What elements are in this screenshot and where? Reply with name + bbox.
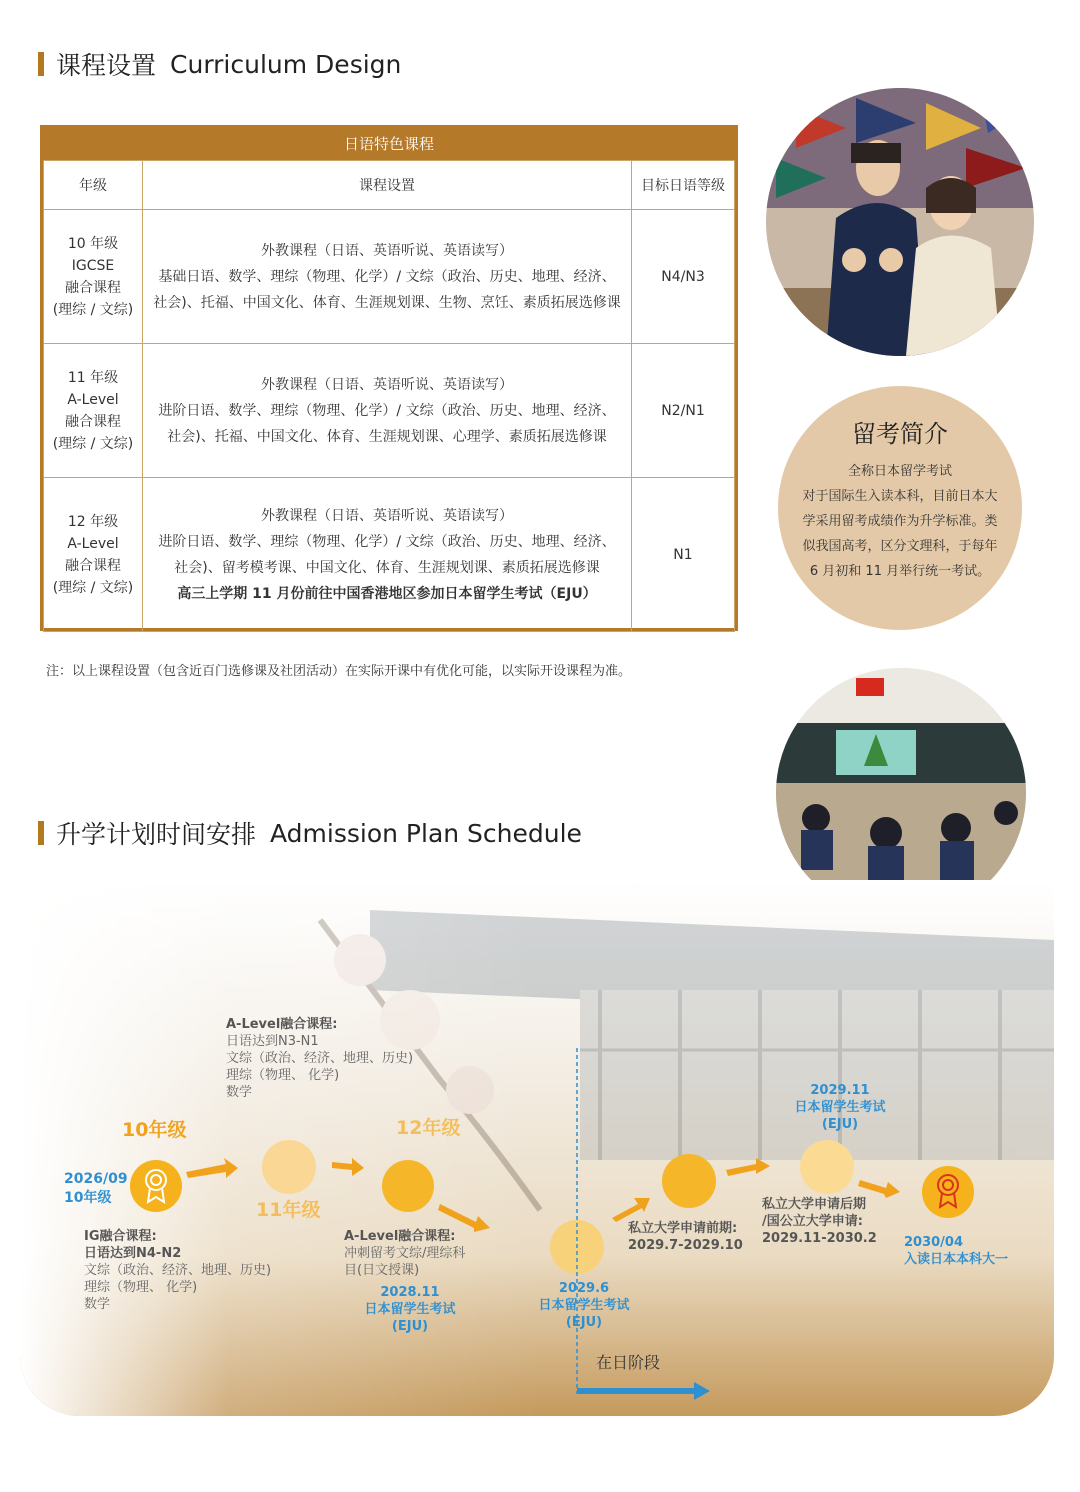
al1-line: 日语达到N3-N1 bbox=[226, 1034, 319, 1049]
grade-line: IGCSE bbox=[71, 257, 115, 274]
eju-intro-title: 留考简介 bbox=[852, 420, 948, 448]
label-private-late bbox=[762, 1196, 877, 1247]
label-alevel-course-2 bbox=[344, 1228, 465, 1279]
ig-line: 文综（政治、经济、地理、历史) bbox=[84, 1263, 272, 1278]
eju3-sub: (EJU) bbox=[821, 1117, 859, 1132]
label-grade-11: 11年级 bbox=[256, 1199, 321, 1221]
course-line: 外教课程（日语、英语听说、英语读写） bbox=[261, 507, 513, 524]
al1-line: 文综（政治、经济、地理、历史) bbox=[226, 1051, 414, 1066]
grade-line: (理综 / 文综) bbox=[52, 435, 134, 452]
grade-line: A-Level bbox=[67, 391, 119, 408]
grade-line: 融合课程 bbox=[65, 413, 121, 430]
eju2-sub: (EJU) bbox=[565, 1315, 603, 1330]
table-title: 日语特色课程 bbox=[43, 128, 735, 160]
grade-line: 融合课程 bbox=[65, 279, 121, 296]
level-cell: N4/N3 bbox=[632, 210, 735, 344]
label-alevel-course-1 bbox=[226, 1016, 413, 1101]
grade-line: (理综 / 文综) bbox=[52, 301, 134, 318]
start-grade: 10年级 bbox=[64, 1190, 112, 1206]
course-line: 进阶日语、数学、理综（物理、化学）/ 文综（政治、历史、地理、经济、 bbox=[158, 533, 616, 550]
label-in-japan: 在日阶段 bbox=[596, 1353, 661, 1372]
eju2-date: 2029.6 bbox=[558, 1281, 610, 1296]
eju-intro-line: 对于国际生入读本科，目前日本大 bbox=[802, 489, 998, 504]
final-text: 入读日本本科大一 bbox=[904, 1252, 1009, 1267]
grade-line: 11 年级 bbox=[67, 369, 119, 386]
eju-intro-line: 6 月初和 11 月举行统一考试。 bbox=[809, 564, 991, 579]
label-eju-2028-11 bbox=[360, 1284, 460, 1335]
label-eju-2029-11 bbox=[790, 1082, 890, 1133]
eju3-date: 2029.11 bbox=[810, 1083, 870, 1098]
ig-title: IG融合课程: bbox=[84, 1229, 157, 1244]
private-late-date: 2029.11-2030.2 bbox=[762, 1231, 877, 1246]
start-date: 2026/09 bbox=[64, 1171, 128, 1187]
curriculum-title-cn: 课程设置 bbox=[56, 51, 157, 80]
eju-intro-line: 似我国高考，区分文理科，于每年 bbox=[802, 539, 998, 554]
course-line: 进阶日语、数学、理综（物理、化学）/ 文综（政治、历史、地理、经济、 bbox=[158, 402, 616, 419]
grade-line: 融合课程 bbox=[65, 557, 121, 574]
label-private-early bbox=[628, 1220, 743, 1254]
course-highlight: 高三上学期 11 月份前往中国香港地区参加日本留学生考试（EJU） bbox=[177, 585, 597, 602]
course-line: 外教课程（日语、英语听说、英语读写） bbox=[261, 242, 513, 259]
curriculum-note: 注：以上课程设置（包含近百门选修课及社团活动）在实际开课中有优化可能，以实际开设课程为准。 bbox=[46, 664, 632, 679]
schedule-title-cn: 升学计划时间安排 bbox=[56, 820, 257, 849]
course-line: 社会)、托福、中国文化、体育、生涯规划课、心理学、素质拓展选修课 bbox=[167, 428, 607, 445]
label-ig-course bbox=[84, 1228, 271, 1313]
final-date: 2030/04 bbox=[904, 1235, 964, 1250]
al1-line: 理综（物理、 化学) bbox=[226, 1068, 340, 1083]
eju1-date: 2028.11 bbox=[380, 1285, 440, 1300]
al2-line: 目(日文授课) bbox=[344, 1263, 420, 1278]
course-line: 基础日语、数学、理综（物理、化学）/ 文综（政治、历史、地理、经济、 bbox=[158, 268, 616, 285]
label-start bbox=[64, 1170, 128, 1208]
header-level: 目标日语等级 bbox=[632, 161, 735, 210]
al1-title: A-Level融合课程: bbox=[226, 1017, 338, 1032]
grade-line: 12 年级 bbox=[67, 513, 119, 530]
schedule-title-en: Admission Plan Schedule bbox=[270, 818, 582, 848]
course-line: 社会)、托福、中国文化、体育、生涯规划课、生物、烹饪、素质拓展选修课 bbox=[153, 294, 621, 311]
grade-line: (理综 / 文综) bbox=[52, 579, 134, 596]
label-grade-10: 10年级 bbox=[122, 1119, 187, 1141]
ig-line: 数学 bbox=[84, 1297, 111, 1312]
eju2-name: 日本留学生考试 bbox=[538, 1298, 630, 1313]
curriculum-title-en: Curriculum Design bbox=[170, 49, 402, 79]
header-course: 课程设置 bbox=[143, 161, 632, 210]
label-eju-2029-6 bbox=[534, 1280, 634, 1331]
label-grade-12: 12年级 bbox=[396, 1117, 461, 1139]
eju1-name: 日本留学生考试 bbox=[364, 1302, 456, 1317]
private-late-line: 私立大学申请后期 bbox=[762, 1197, 867, 1212]
header-grade: 年级 bbox=[44, 161, 143, 210]
course-line: 外教课程（日语、英语听说、英语读写） bbox=[261, 376, 513, 393]
private-early-date: 2029.7-2029.10 bbox=[628, 1238, 743, 1253]
level-cell: N1 bbox=[632, 478, 735, 632]
eju3-name: 日本留学生考试 bbox=[794, 1100, 886, 1115]
eju1-sub: (EJU) bbox=[391, 1319, 429, 1334]
al2-line: 冲刺留考文综/理综科 bbox=[344, 1246, 466, 1261]
private-late-line: /国公立大学申请: bbox=[762, 1214, 863, 1229]
ig-target: 日语达到N4-N2 bbox=[84, 1246, 182, 1261]
course-line: 社会)、留考模考课、中国文化、体育、生涯规划课、素质拓展选修课 bbox=[174, 559, 600, 576]
grade-line: 10 年级 bbox=[67, 235, 119, 252]
grade-line: A-Level bbox=[67, 535, 119, 552]
al2-title: A-Level融合课程: bbox=[344, 1229, 456, 1244]
ig-line: 理综（物理、 化学) bbox=[84, 1280, 198, 1295]
eju-intro-line: 全称日本留学考试 bbox=[847, 464, 952, 479]
al1-line: 数学 bbox=[226, 1085, 253, 1100]
private-early-title: 私立大学申请前期: bbox=[628, 1221, 738, 1236]
eju-intro-line: 学采用留考成绩作为升学标准。类 bbox=[802, 514, 998, 529]
level-cell: N2/N1 bbox=[632, 344, 735, 478]
label-final bbox=[904, 1234, 1008, 1268]
